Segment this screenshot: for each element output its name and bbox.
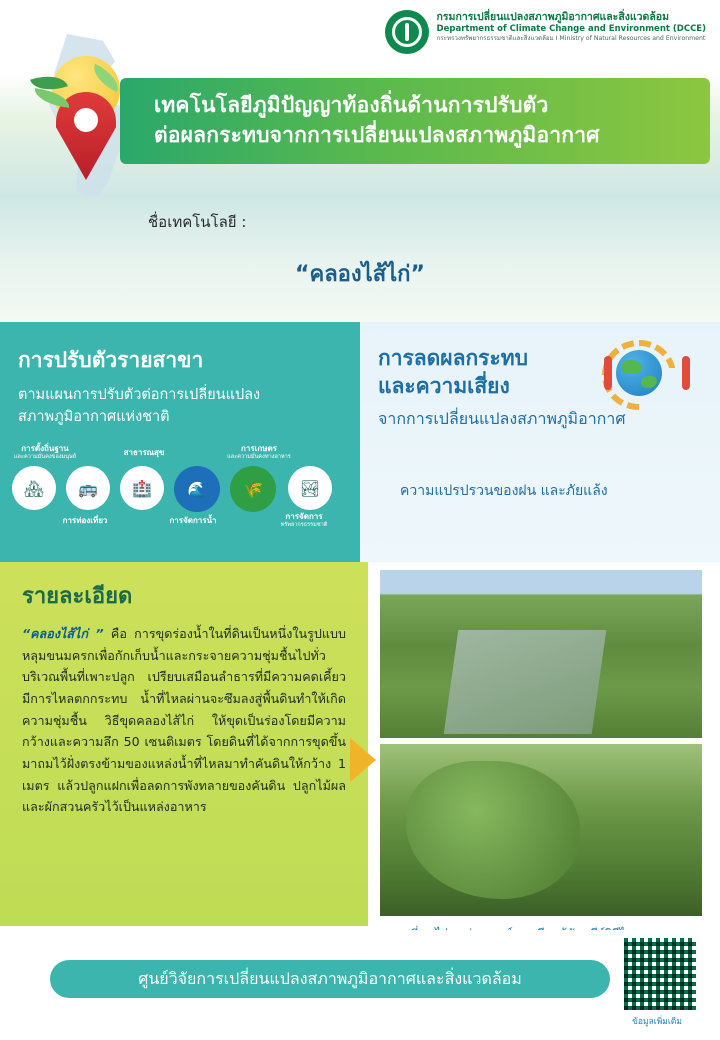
health-icon: 🏥 [120,466,164,510]
poster-header [0,0,720,196]
settlement-icon: 🏘 [12,466,56,510]
details-body [22,623,346,818]
tourism-icon: 🚌 [66,466,110,510]
details-section [0,562,720,952]
mitigation-title-1: การลดผลกระทบ [378,346,528,370]
qr-code-icon[interactable] [622,936,698,1012]
adaptation-subtitle-2: สภาพภูมิอากาศแห่งชาติ [18,408,170,425]
organization-logo [385,10,706,54]
sector-label-5: การจัดการ ทรัพยากรธรรมชาติ [280,512,328,528]
sector-icon-row [0,444,360,554]
mitigation-title-2: และความเสี่ยง [378,374,510,399]
globe-thermometer-icon [616,350,662,396]
dcce-emblem-icon [385,10,429,54]
details-title: รายละเอียด [22,584,133,609]
water-management-icon: 🌊 [174,466,220,512]
poster-footer [0,930,720,1040]
sector-label-1: สาธารณสุข [123,448,165,457]
mitigation-panel [360,322,720,562]
title-line-1: เทคโนโลยีภูมิปัญญาท้องถิ่นด้านการปรับตัว [154,93,549,118]
title-line-2: ต่อผลกระทบจากการเปลี่ยนแปลงสภาพภูมิอากาศ [154,123,600,147]
sector-label-2: การเกษตร และความมั่นคงทางอาหาร [227,444,291,460]
adaptation-panel [0,322,360,562]
footer-bar [50,960,610,998]
agriculture-icon: 🌾 [230,466,276,512]
orchard-canal-photo [380,744,702,916]
adaptation-title: การปรับตัวรายสาขา [18,348,204,372]
org-name-th: กรมการเปลี่ยนแปลงสภาพภูมิอากาศและสิ่งแวดล้อม [436,11,670,23]
canal-field-photo [380,570,702,738]
tech-name-value: “คลองไส้ไก่” [295,262,425,287]
panels [0,322,720,562]
org-ministry: กระทรวงทรัพยากรธรรมชาติและสิ่งแวดล้อม I Ministry of Natural Resources and Environment [436,34,706,42]
thermometer-left-icon [604,356,612,390]
tech-name-label: ชื่อเทคโนโลยี : [148,213,247,231]
natural-resource-icon: 🏞 [288,466,332,510]
details-lead: “คลองไส้ไก่ ” [22,626,104,641]
page-title [120,78,710,164]
thermometer-right-icon [682,356,690,390]
sector-label-4: การจัดการน้ำ [169,516,217,525]
sector-label-3: การท่องเที่ยว [62,516,108,525]
qr-caption: ข้อมูลเพิ่มเติม [632,1017,682,1027]
footer-text: ศูนย์วิจัยการเปลี่ยนแปลงสภาพภูมิอากาศและสิ่งแวดล้อม [138,968,522,988]
adaptation-subtitle-1: ตามแผนการปรับตัวต่อการเปลี่ยนแปลง [18,387,261,403]
arrow-right-icon [350,738,376,782]
tech-name-band [0,196,720,322]
details-text: คือ การขุดร่องน้ำในที่ดินเป็นหนึ่งในรูปแบบหลุมขนมครกเพื่อกักเก็บน้ำและกระจายความชุ่มชื้นไปทั่วบริเวณพื้นที่เพาะปลูก เปรียบเสมือนลำธารที่มีความคดเคี้ยว มีการไหลตกกระทบ น้ำที่ไหลผ่านจะซึมลงสู่พื้นดินทำให้เกิดความชุ่มชื้น วิธีขุดคลองไส้ไก่ ให้ขุดเป็นร่องโดยมีความกว้างและความลึก 50 เซนติเมตร โดยดินที่ได้จากการขุดขึ้นมาถมไว้ฝั่งตรงข้ามของแหล่งน้ำที่ไหลมาทำคันดินให้กว้าง 1 เมตร แล้วปลูกแฝกเพื่อลดการพังทลายของคันดิน ปลูกไม้ผล และผักสวนครัวไว้เป็นแหล่งอาหาร [22,626,346,815]
mitigation-subtitle: จากการเปลี่ยนแปลงสภาพภูมิอากาศ [378,408,626,428]
lightbulb-leaf-pin-icon [30,56,140,196]
org-name-en: Department of Climate Change and Environment (DCCE) [436,24,706,35]
details-card [0,562,368,926]
mitigation-note: ความแปรปรวนของฝน และภัยแล้ง [400,483,608,499]
sector-label-0: การตั้งถิ่นฐาน และความมั่นคงของมนุษย์ [13,444,77,460]
